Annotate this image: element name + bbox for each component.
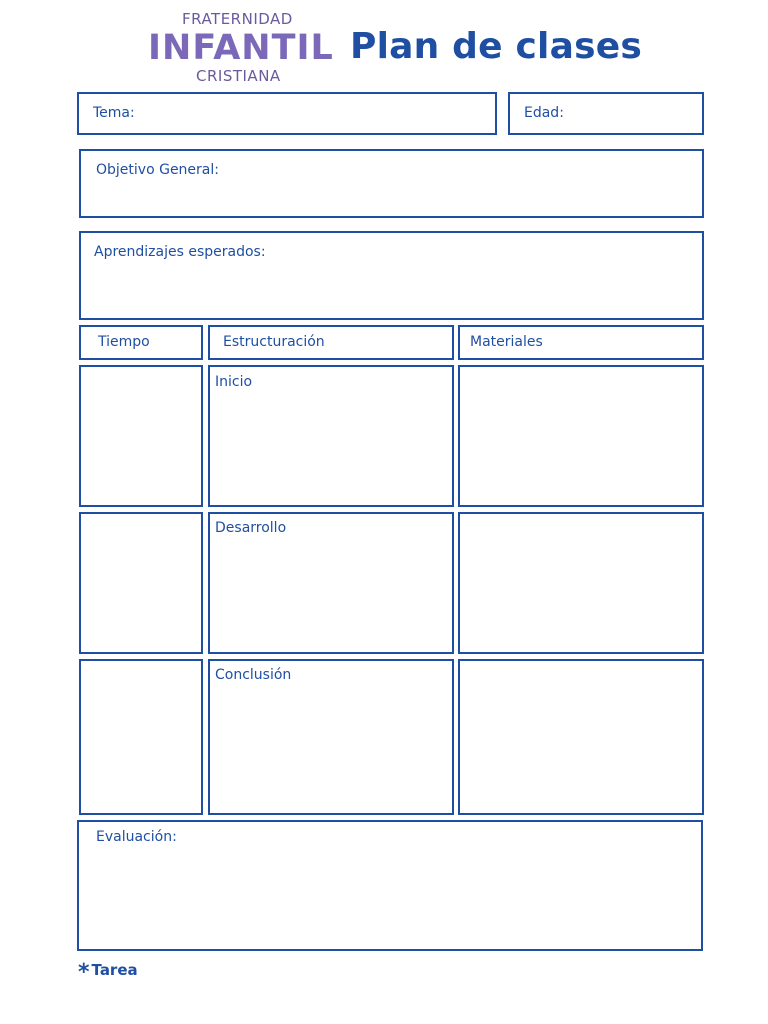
inicio-tiempo-cell[interactable] (79, 365, 203, 507)
desarrollo-materiales-cell[interactable] (458, 512, 704, 654)
fraternidad-infantil-logo (146, 8, 336, 88)
inicio-label: Inicio (215, 374, 253, 390)
logo-line-2: INFANTIL (148, 28, 334, 68)
desarrollo-label: Desarrollo (215, 520, 287, 536)
conclusion-materiales-cell[interactable] (458, 659, 704, 815)
header-materiales-label: Materiales (470, 334, 543, 350)
conclusion-label: Conclusión (215, 667, 292, 683)
conclusion-estructuracion-cell[interactable] (208, 659, 454, 815)
header-materiales (458, 325, 704, 360)
objetivo-general-label: Objetivo General: (96, 162, 219, 178)
header-tiempo (79, 325, 203, 360)
objetivo-general-field[interactable] (79, 149, 704, 218)
logo-line-3: CRISTIANA (196, 67, 281, 85)
header-tiempo-label: Tiempo (98, 334, 150, 350)
desarrollo-estructuracion-cell[interactable] (208, 512, 454, 654)
edad-label: Edad: (524, 105, 564, 121)
tarea-footnote (78, 960, 138, 985)
inicio-materiales-cell[interactable] (458, 365, 704, 507)
aprendizajes-esperados-label: Aprendizajes esperados: (94, 244, 266, 260)
aprendizajes-esperados-field[interactable] (79, 231, 704, 320)
evaluacion-label: Evaluación: (96, 829, 177, 845)
tarea-label: Tarea (91, 961, 138, 979)
tema-label: Tema: (93, 105, 135, 121)
asterisk-icon: * (78, 960, 90, 985)
desarrollo-tiempo-cell[interactable] (79, 512, 203, 654)
logo-line-1: FRATERNIDAD (182, 10, 293, 28)
edad-field[interactable] (508, 92, 704, 135)
inicio-estructuracion-cell[interactable] (208, 365, 454, 507)
header-estructuracion-label: Estructuración (223, 334, 325, 350)
page-title: Plan de clases (350, 26, 642, 67)
evaluacion-field[interactable] (77, 820, 703, 951)
tema-field[interactable] (77, 92, 497, 135)
conclusion-tiempo-cell[interactable] (79, 659, 203, 815)
header-estructuracion (208, 325, 454, 360)
